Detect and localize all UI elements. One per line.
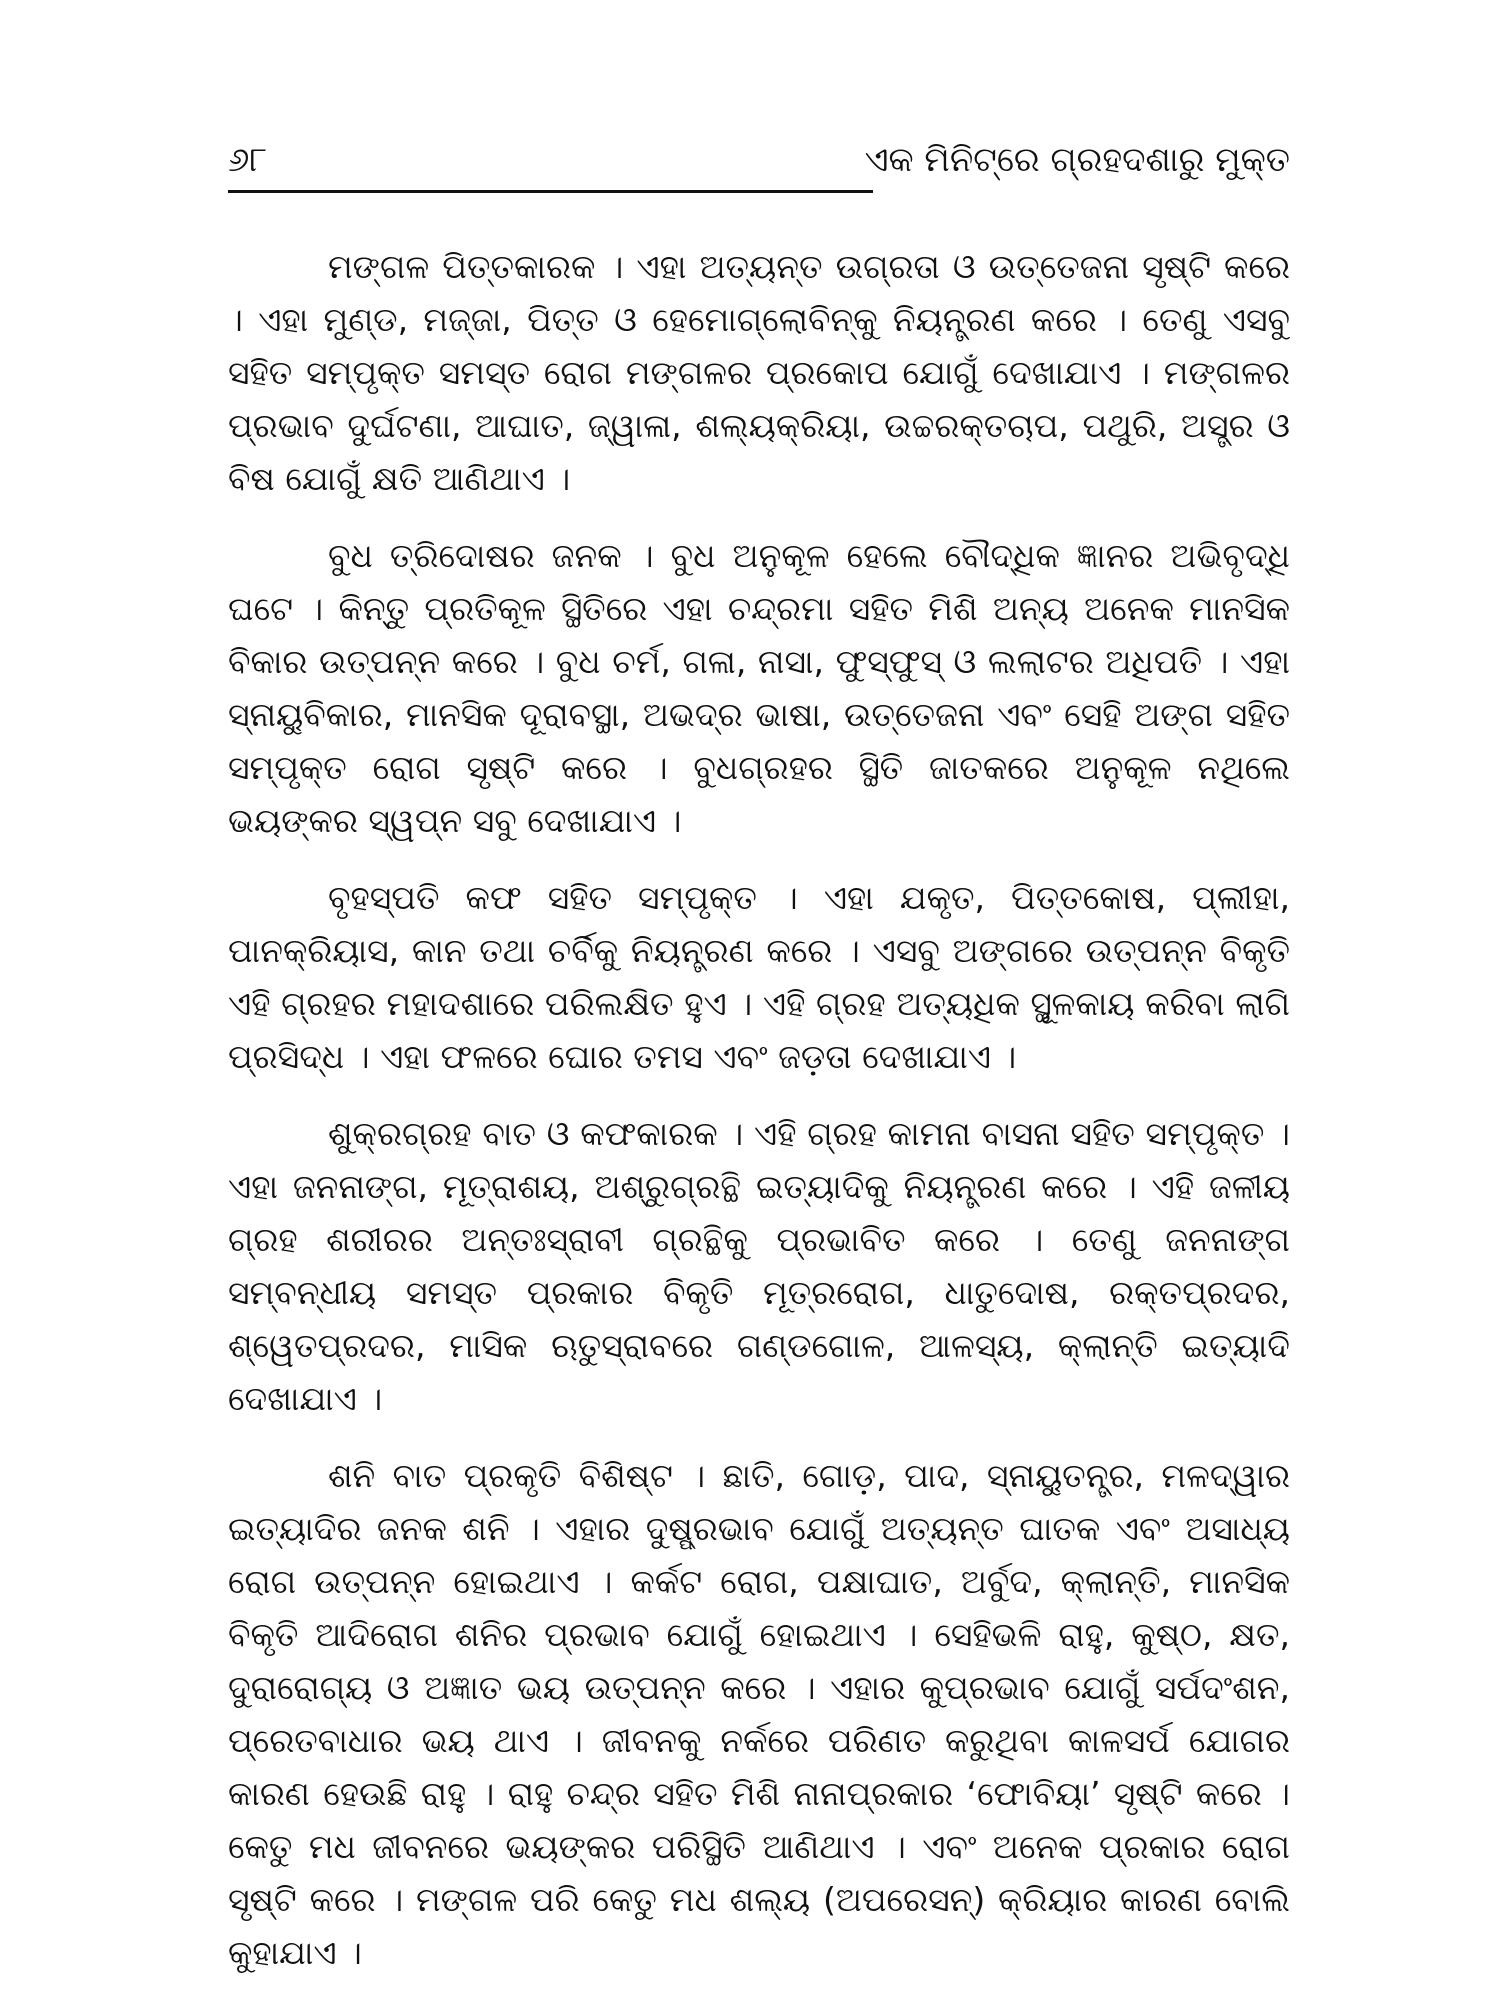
running-title: ଏକ ମିନିଟ୍‌ରେ ଗ୍ରହଦଶାରୁ ମୁକ୍ତ bbox=[864, 140, 1290, 180]
paragraph-mangala: ମଙ୍ଗଳ ପିତ୍ତକାରକ । ଏହା ଅତ୍ୟନ୍ତ ଉଗ୍ରତା ଓ ଉତ୍ତେଜନା ସୃଷ୍ଟି କରେ । ଏହା ମୁଣ୍ଡ, ମଜ୍ଜା, ପିତ୍ତ ଓ ହେମୋଗ୍ଲୋବିନ୍‌କୁ ନିୟନ୍ତ୍ରଣ କରେ । ତେଣୁ ଏସବୁ ସହିତ ସମ୍ପୃକ୍ତ ସମସ୍ତ ରୋଗ ମଙ୍ଗଳର ପ୍ରକୋପ ଯୋଗୁଁ ଦେଖାଯାଏ । ମଙ୍ଗଳର ପ୍ରଭାବ ଦୁର୍ଘଟଣା, ଆଘାତ, ଜ୍ୱାଳା, ଶଲ୍ୟକ୍ରିୟା, ଉଚ୍ଚରକ୍ତଚାପ, ପଥୁରି, ଅସ୍ତ୍ର ଓ ବିଷ ଯୋଗୁଁ କ୍ଷତି ଆଣିଥାଏ । bbox=[228, 247, 1290, 498]
paragraph-budha: ବୁଧ ତ୍ରିଦୋଷର ଜନକ । ବୁଧ ଅନୁକୂଳ ହେଲେ ବୌଦ୍ଧିକ ଜ୍ଞାନର ଅଭିବୃଦ୍ଧି ଘଟେ । କିନ୍ତୁ ପ୍ରତିକୂଳ ସ୍ଥିତିରେ ଏହା ଚନ୍ଦ୍ରମା ସହିତ ମିଶି ଅନ୍ୟ ଅନେକ ମାନସିକ ବିକାର ଉତ୍ପନ୍ନ କରେ । ବୁଧ ଚର୍ମ, ଗଳା, ନାସା, ଫୁସ୍‌ଫୁସ୍ ଓ ଲଲାଟର ଅଧିପତି । ଏହା ସ୍ନାୟୁବିକାର, ମାନସିକ ଦୂରାବସ୍ଥା, ଅଭଦ୍ର ଭାଷା, ଉତ୍ତେଜନା ଏବଂ ସେହି ଅଙ୍ଗ ସହିତ ସମ୍ପୃକ୍ତ ରୋଗ ସୃଷ୍ଟି କରେ । ବୁଧଗ୍ରହର ସ୍ଥିତି ଜାତକରେ ଅନୁକୂଳ ନଥିଲେ ଭୟଙ୍କର ସ୍ୱପ୍ନ ସବୁ ଦେଖାଯାଏ । bbox=[228, 536, 1290, 840]
paragraph-shukra: ଶୁକ୍ରଗ୍ରହ ବାତ ଓ କଫକାରକ । ଏହି ଗ୍ରହ କାମନା ବାସନା ସହିତ ସମ୍ପୃକ୍ତ । ଏହା ଜନନାଙ୍ଗ, ମୂତ୍ରାଶୟ, ଅଶ୍ରୁଗ୍ରନ୍ଥି ଇତ୍ୟାଦିକୁ ନିୟନ୍ତ୍ରଣ କରେ । ଏହି ଜଳୀୟ ଗ୍ରହ ଶରୀରର ଅନ୍ତଃସ୍ରାବୀ ଗ୍ରନ୍ଥିକୁ ପ୍ରଭାବିତ କରେ । ତେଣୁ ଜନନାଙ୍ଗ ସମ୍ବନ୍ଧୀୟ ସମସ୍ତ ପ୍ରକାର ବିକୃତି ମୂତ୍ରରୋଗ, ଧାତୁଦୋଷ, ରକ୍ତପ୍ରଦର, ଶ୍ୱେତପ୍ରଦର, ମାସିକ ଋତୁସ୍ରାବରେ ଗଣ୍ଡଗୋଳ, ଆଳସ୍ୟ, କ୍ଲାନ୍ତି ଇତ୍ୟାଦି ଦେଖାଯାଏ । bbox=[228, 1114, 1290, 1418]
page-number: ୬୮ bbox=[228, 140, 268, 180]
paragraph-brihaspati: ବୃହସ୍ପତି କଫ ସହିତ ସମ୍ପୃକ୍ତ । ଏହା ଯକୃତ, ପିତ୍ତକୋଷ, ପ୍ଲୀହା, ପାନକ୍ରିୟାସ, କାନ ତଥା ଚର୍ବିକୁ ନିୟନ୍ତ୍ରଣ କରେ । ଏସବୁ ଅଙ୍ଗରେ ଉତ୍ପନ୍ନ ବିକୃତି ଏହି ଗ୍ରହର ମହାଦଶାରେ ପରିଲକ୍ଷିତ ହୁଏ । ଏହି ଗ୍ରହ ଅତ୍ୟଧିକ ସ୍ଥୂଳକାୟ କରିବା ଲାଗି ପ୍ରସିଦ୍ଧ । ଏହା ଫଳରେ ଘୋର ତମସ ଏବଂ ଜଡ଼ତା ଦେଖାଯାଏ । bbox=[228, 878, 1290, 1076]
page-header bbox=[228, 138, 1290, 198]
page-body bbox=[228, 240, 1290, 2003]
header-rule bbox=[228, 190, 873, 193]
paragraph-shani: ଶନି ବାତ ପ୍ରକୃତି ବିଶିଷ୍ଟ । ଛାତି, ଗୋଡ଼, ପାଦ, ସ୍ନାୟୁତନ୍ତ୍ର, ମଳଦ୍ୱାର ଇତ୍ୟାଦିର ଜନକ ଶନି । ଏହାର ଦୁଷ୍ପ୍ରଭାବ ଯୋଗୁଁ ଅତ୍ୟନ୍ତ ଘାତକ ଏବଂ ଅସାଧ୍ୟ ରୋଗ ଉତ୍ପନ୍ନ ହୋଇଥାଏ । କର୍କଟ ରୋଗ, ପକ୍ଷାଘାତ, ଅର୍ବୁଦ, କ୍ଲାନ୍ତି, ମାନସିକ ବିକୃତି ଆଦିରୋଗ ଶନିର ପ୍ରଭାବ ଯୋଗୁଁ ହୋଇଥାଏ । ସେହିଭଳି ରାହୁ, କୁଷ୍ଠ, କ୍ଷତ, ଦୁରାରୋଗ୍ୟ ଓ ଅଜ୍ଞାତ ଭୟ ଉତ୍ପନ୍ନ କରେ । ଏହାର କୁପ୍ରଭାବ ଯୋଗୁଁ ସର୍ପଦଂଶନ, ପ୍ରେତବାଧାର ଭୟ ଥାଏ । ଜୀବନକୁ ନର୍କରେ ପରିଣତ କରୁଥିବା କାଳସର୍ପ ଯୋଗର କାରଣ ହେଉଛି ରାହୁ । ରାହୁ ଚନ୍ଦ୍ର ସହିତ ମିଶି ନାନାପ୍ରକାର ‘ଫୋବିୟା’ ସୃଷ୍ଟି କରେ । କେତୁ ମଧ ଜୀବନରେ ଭୟଙ୍କର ପରିସ୍ଥିତି ଆଣିଥାଏ । ଏବଂ ଅନେକ ପ୍ରକାର ରୋଗ ସୃଷ୍ଟି କରେ । ମଙ୍ଗଳ ପରି କେତୁ ମଧ ଶଲ୍ୟ (ଅପରେସନ୍) କ୍ରିୟାର କାରଣ ବୋଲି କୁହାଯାଏ । bbox=[228, 1456, 1290, 1972]
